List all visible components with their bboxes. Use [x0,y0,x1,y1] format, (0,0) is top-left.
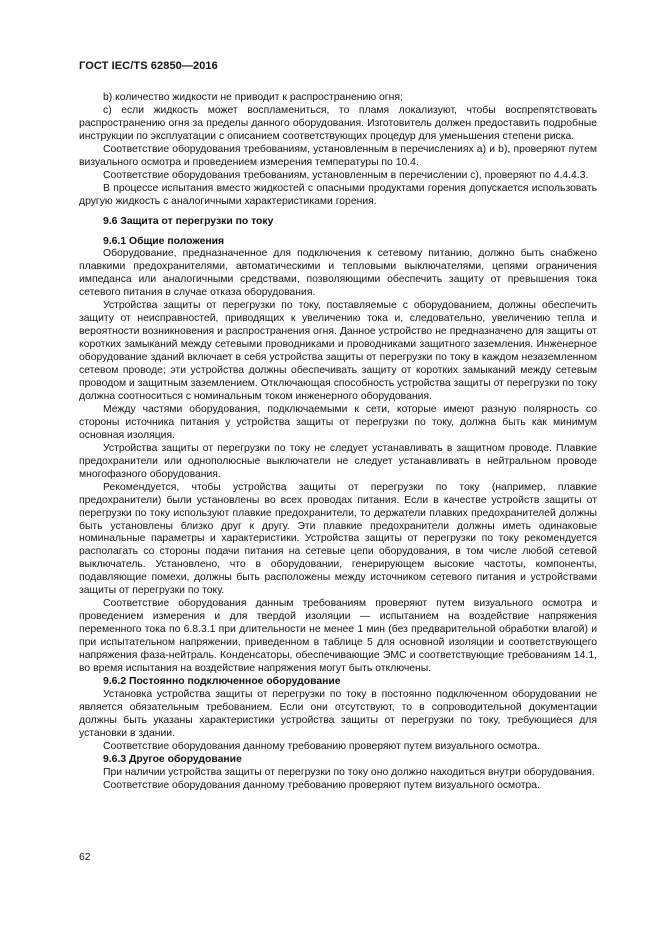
paragraph: Устройства защиты от перегрузки по току, поставляемые с оборудованием, должны обеспечить защиту от неисправностей, приводящих к увеличению тока и, следовательно, увеличению тепла и вероятности возникновения и распространения огня. Данное устройство не предназначено для защиты от коротких замыканий между сетевыми проводниками и проводниками защитного заземления. Инженерное оборудование зданий включает в себя устройства защиты от перегрузки по току в каждом незаземленном сетевом проводе; эти устройства должны обеспечивать защиту от коротких замыканий между сетевым проводом и защитным заземлением. Отключающая способность устройства защиты от перегрузки по току должна соотноситься с номинальным током инженерного оборудования. [79,300,597,402]
paragraph: Устройства защиты от перегрузки по току не следует устанавливать в защитном проводе. Плавкие предохранители или однополюсные выключатели не следует устанавливать в нейтральном проводе многофазного оборудования. [79,442,597,480]
paragraph: Установка устройства защиты от перегрузки по току в постоянно подключенном оборудовании не является обязательным требованием. Если они отсутствуют, то в сопроводительной документации должны быть указаны характеристики устройства защиты от перегрузки по току, требующиеся для установки в здании. [79,688,597,739]
document-body [79,92,597,793]
paragraph: Рекомендуется, чтобы устройства защиты от перегрузки по току (например, плавкие предохранители) были установлены во всех проводах питания. Если в качестве устройств защиты от перегрузки по току используют плавкие предохранители, то держатели плавких предохранителей должны быть установлены близко друг к другу. Эти плавкие предохранители должны иметь одинаковые номинальные параметры и характеристики. Устройства защиты от перегрузки по току рекомендуется располагать со стороны подачи питания на сетевые цепи оборудования, в том числе любой сетевой выключатель. Установлено, что в оборудовании, генерирующем высокие частоты, компоненты, подавляющие помехи, должны быть расположены между источником сетевого питания и устройствами защиты от перегрузки по току. [79,481,597,597]
paragraph: Соответствие оборудования данному требованию проверяют путем визуального осмотра. [103,740,540,752]
list-item-c: c) если жидкость может воспламениться, то пламя локализуют, чтобы воспрепятствовать распространению огня за пределы данного оборудования. Изготовитель должен предоставить подробные инструкции по эксплуатации с описанием соответствующих процедур для уменьшения степени риска. [79,104,597,142]
paragraph: Соответствие оборудования требованиям, установленным в перечислении c), проверяют по 4.4.4.3. [103,169,589,181]
section-heading-9-6-2: 9.6.2 Постоянно подключенное оборудование [103,675,341,687]
paragraph: Соответствие оборудования данным требованиям проверяют путем визуального осмотра и проведением измерения и для твердой изоляции — испытанием на воздействие напряжения переменного тока по 6.8.3.1 при длительности не менее 1 мин (без предварительной обработки влагой) и при испытательном напряжении, приведенном в таблице 5 для основной изоляции и соответствующего напряжения фаза-нейтраль. Конденсаторы, обеспечивающие ЭМС и соответствующие требованиям 14.1, во время испытания на воздействие напряжения могут быть отключены. [79,598,597,674]
paragraph: Между частями оборудования, подключаемыми к сети, которые имеют разную полярность со стороны источника питания у устройства защиты от перегрузки по току, должна быть как минимум основная изоляция. [79,403,597,441]
paragraph: Оборудование, предназначенное для подключения к сетевому питанию, должно быть снабжено плавкими предохранителями, автоматическими и тепловыми выключателями, цепями ограничения импеданса или аналогичными средствами, позволяющими обеспечить защиту от превышения тока сетевого питания в случае отказа оборудования. [79,248,597,299]
paragraph: Соответствие оборудования данному требованию проверяют путем визуального осмотра. [103,779,540,791]
paragraph: Соответствие оборудования требованиям, установленным в перечислениях a) и b), проверяют путем визуального осмотра и проведением измерения температуры по 10.4. [79,143,597,168]
section-heading-9-6-1: 9.6.1 Общие положения [103,235,225,247]
document-header: ГОСТ IEC/TS 62850—2016 [79,60,218,72]
section-heading-9-6: 9.6 Защита от перегрузки по току [103,215,274,227]
list-item-b: b) количество жидкости не приводит к распространению огня; [103,92,403,103]
paragraph: При наличии устройства защиты от перегрузки по току оно должно находиться внутри оборудования. [103,766,595,778]
page-number: 62 [79,852,91,863]
paragraph: В процессе испытания вместо жидкостей с опасными продуктами горения допускается использовать другую жидкость с аналогичными характеристиками горения. [79,182,597,207]
section-heading-9-6-3: 9.6.3 Другое оборудование [103,753,242,765]
